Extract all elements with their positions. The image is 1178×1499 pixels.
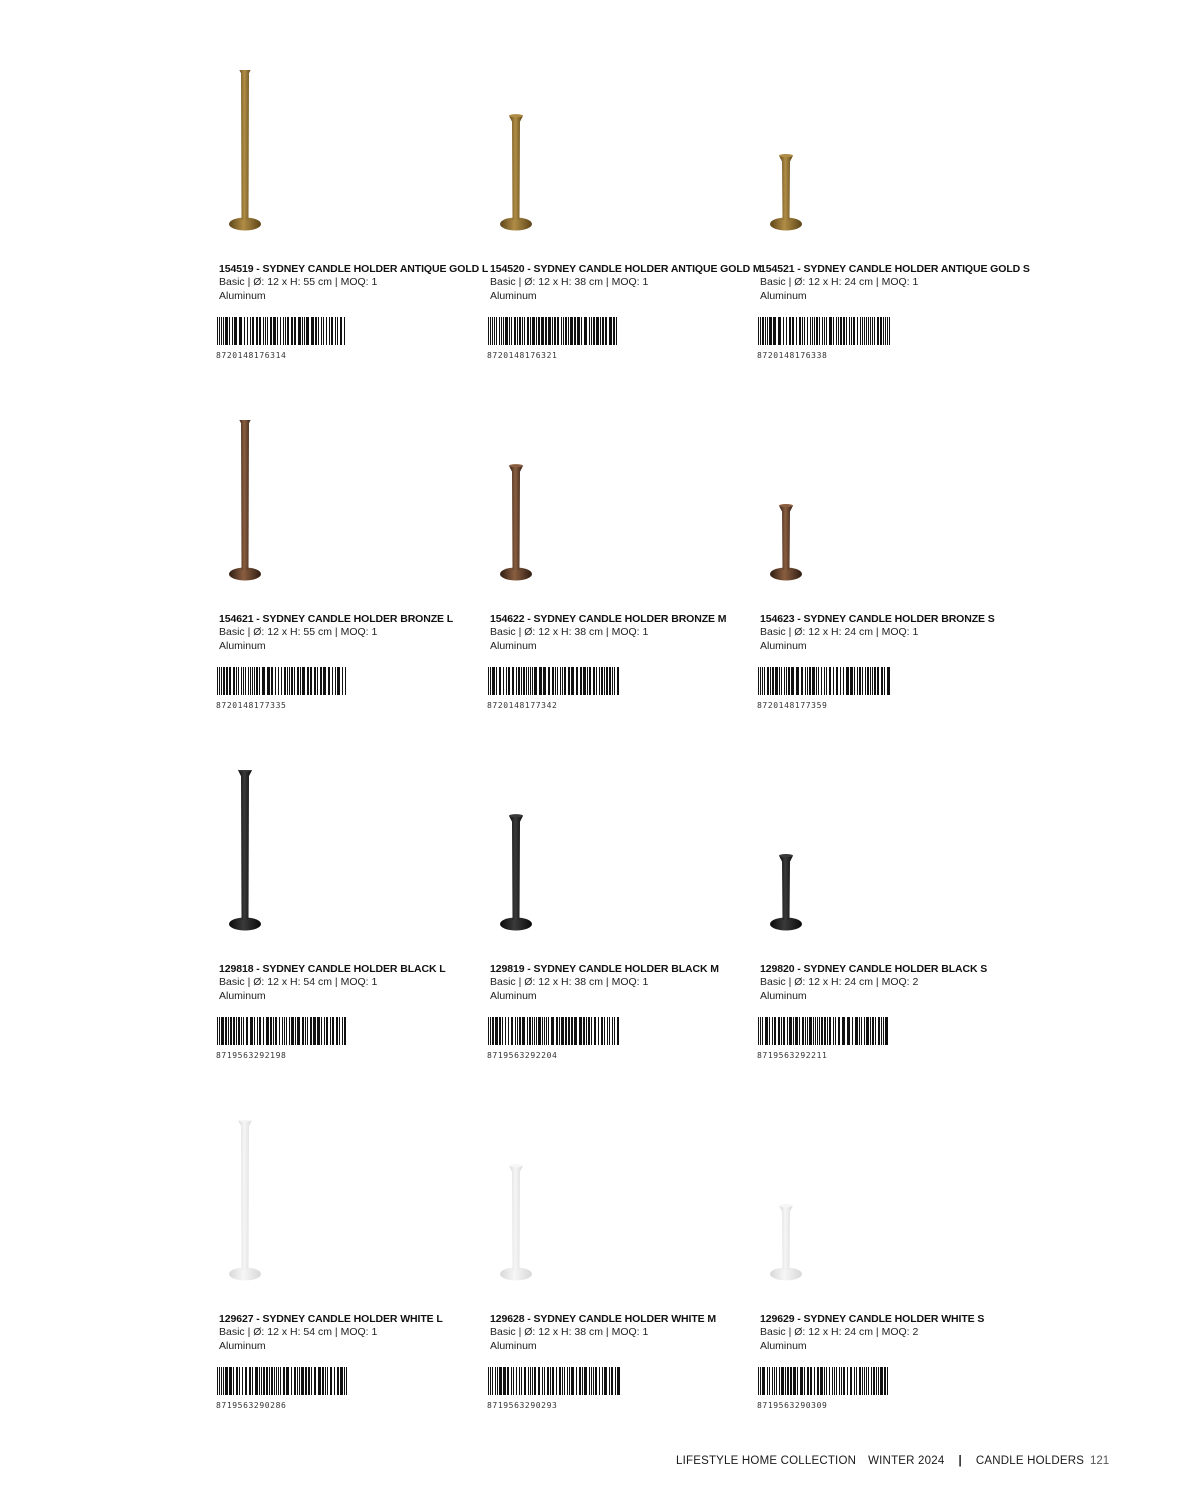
product-spec: Basic | Ø: 12 x H: 54 cm | MOQ: 1 <box>219 1326 378 1338</box>
title-dash: - <box>794 963 804 975</box>
barcode-graphic <box>217 1367 349 1395</box>
product-code: 154519 <box>219 263 254 275</box>
product-spec: Basic | Ø: 12 x H: 38 cm | MOQ: 1 <box>490 626 649 638</box>
product-name: SYDNEY CANDLE HOLDER ANTIQUE GOLD S <box>803 263 1030 275</box>
candle-holder-image <box>490 770 620 955</box>
candle-holder-image <box>490 70 620 255</box>
barcode-graphic <box>488 667 620 695</box>
product-material: Aluminum <box>760 640 807 652</box>
title-dash: - <box>524 963 534 975</box>
product-card <box>216 70 489 410</box>
product-spec: Basic | Ø: 12 x H: 54 cm | MOQ: 1 <box>219 976 378 988</box>
product-photo <box>490 420 620 605</box>
product-barcode <box>488 1367 620 1395</box>
product-card <box>216 770 489 1110</box>
product-code: 154621 <box>219 613 254 625</box>
product-barcode <box>758 1367 890 1395</box>
product-photo <box>760 770 890 955</box>
product-title <box>490 613 726 625</box>
product-barcode <box>488 667 620 695</box>
product-title <box>490 1313 716 1325</box>
product-code: 154521 <box>760 263 795 275</box>
product-card <box>757 70 1030 410</box>
barcode-graphic <box>488 317 620 345</box>
barcode-graphic <box>217 1017 349 1045</box>
candle-holder-image <box>219 70 349 255</box>
product-title <box>490 263 762 275</box>
candle-holder-image <box>219 420 349 605</box>
product-photo <box>219 1120 349 1305</box>
product-barcode <box>758 667 890 695</box>
barcode-graphic <box>217 667 349 695</box>
product-card <box>487 770 760 1110</box>
product-code: 129629 <box>760 1313 795 1325</box>
product-spec: Basic | Ø: 12 x H: 24 cm | MOQ: 2 <box>760 976 919 988</box>
title-dash: - <box>253 1313 263 1325</box>
product-barcode <box>488 317 620 345</box>
product-photo <box>760 1120 890 1305</box>
product-card <box>487 420 760 760</box>
product-code: 154623 <box>760 613 795 625</box>
footer-season: WINTER 2024 <box>868 1455 945 1467</box>
product-spec: Basic | Ø: 12 x H: 38 cm | MOQ: 1 <box>490 976 649 988</box>
candle-holder-image <box>219 770 349 955</box>
barcode-graphic <box>758 667 890 695</box>
product-spec: Basic | Ø: 12 x H: 24 cm | MOQ: 1 <box>760 626 919 638</box>
barcode-graphic <box>758 1367 890 1395</box>
footer-separator: | <box>958 1455 962 1467</box>
product-barcode <box>217 1017 349 1045</box>
product-title <box>219 963 446 975</box>
product-spec: Basic | Ø: 12 x H: 55 cm | MOQ: 1 <box>219 626 378 638</box>
product-name: SYDNEY CANDLE HOLDER BRONZE L <box>262 613 454 625</box>
candle-holder-image <box>760 1120 890 1305</box>
product-title <box>760 963 987 975</box>
product-ean: 8720148176321 <box>487 351 558 360</box>
product-title <box>760 613 995 625</box>
product-title <box>760 1313 984 1325</box>
product-material: Aluminum <box>219 1340 266 1352</box>
product-ean: 8719563292204 <box>487 1051 558 1060</box>
candle-holder-image <box>490 420 620 605</box>
product-code: 129819 <box>490 963 525 975</box>
product-spec: Basic | Ø: 12 x H: 38 cm | MOQ: 1 <box>490 276 649 288</box>
product-material: Aluminum <box>490 990 537 1002</box>
product-photo <box>490 70 620 255</box>
product-material: Aluminum <box>219 990 266 1002</box>
product-card <box>757 420 1030 760</box>
product-ean: 8719563290293 <box>487 1401 558 1410</box>
title-dash: - <box>524 1313 534 1325</box>
product-barcode <box>217 667 349 695</box>
product-photo <box>490 1120 620 1305</box>
barcode-graphic <box>758 317 890 345</box>
title-dash: - <box>794 263 804 275</box>
title-dash: - <box>794 613 804 625</box>
product-code: 154520 <box>490 263 525 275</box>
product-material: Aluminum <box>760 1340 807 1352</box>
product-material: Aluminum <box>490 1340 537 1352</box>
product-photo <box>219 70 349 255</box>
candle-holder-image <box>219 1120 349 1305</box>
product-ean: 8719563292198 <box>216 1051 287 1060</box>
product-barcode <box>217 1367 349 1395</box>
product-ean: 8720148177335 <box>216 701 287 710</box>
product-name: SYDNEY CANDLE HOLDER BRONZE S <box>803 613 995 625</box>
product-material: Aluminum <box>490 640 537 652</box>
product-ean: 8720148177359 <box>757 701 828 710</box>
product-material: Aluminum <box>760 290 807 302</box>
product-name: SYDNEY CANDLE HOLDER WHITE S <box>803 1313 985 1325</box>
product-barcode <box>488 1017 620 1045</box>
barcode-graphic <box>758 1017 890 1045</box>
product-code: 129818 <box>219 963 254 975</box>
product-photo <box>760 420 890 605</box>
barcode-graphic <box>488 1017 620 1045</box>
product-ean: 8720148176338 <box>757 351 828 360</box>
product-name: SYDNEY CANDLE HOLDER BLACK M <box>533 963 719 975</box>
product-card <box>487 1120 760 1460</box>
product-spec: Basic | Ø: 12 x H: 24 cm | MOQ: 2 <box>760 1326 919 1338</box>
product-title <box>760 263 1030 275</box>
title-dash: - <box>794 1313 804 1325</box>
product-ean: 8719563292211 <box>757 1051 828 1060</box>
product-ean: 8719563290286 <box>216 1401 287 1410</box>
product-card <box>757 770 1030 1110</box>
product-material: Aluminum <box>490 290 537 302</box>
product-name: SYDNEY CANDLE HOLDER BLACK L <box>262 963 446 975</box>
product-card <box>216 1120 489 1460</box>
product-title <box>219 263 488 275</box>
product-spec: Basic | Ø: 12 x H: 38 cm | MOQ: 1 <box>490 1326 649 1338</box>
product-card <box>487 70 762 410</box>
product-title <box>219 1313 443 1325</box>
title-dash: - <box>524 263 534 275</box>
product-material: Aluminum <box>760 990 807 1002</box>
page-number: 121 <box>1090 1455 1110 1467</box>
barcode-graphic <box>217 317 349 345</box>
product-title <box>219 613 453 625</box>
footer-category: CANDLE HOLDERS <box>975 1455 1085 1467</box>
candle-holder-image <box>760 420 890 605</box>
footer-collection: LIFESTYLE HOME COLLECTION <box>676 1455 857 1467</box>
title-dash: - <box>253 613 263 625</box>
product-card <box>757 1120 1030 1460</box>
product-name: SYDNEY CANDLE HOLDER BRONZE M <box>533 613 727 625</box>
page-footer <box>676 1455 1084 1467</box>
product-material: Aluminum <box>219 290 266 302</box>
product-name: SYDNEY CANDLE HOLDER BLACK S <box>803 963 988 975</box>
product-spec: Basic | Ø: 12 x H: 24 cm | MOQ: 1 <box>760 276 919 288</box>
product-name: SYDNEY CANDLE HOLDER ANTIQUE GOLD L <box>262 263 489 275</box>
product-barcode <box>758 317 890 345</box>
candle-holder-image <box>760 770 890 955</box>
title-dash: - <box>253 963 263 975</box>
product-code: 129820 <box>760 963 795 975</box>
product-photo <box>219 420 349 605</box>
candle-holder-image <box>490 1120 620 1305</box>
product-barcode <box>217 317 349 345</box>
product-title <box>490 963 719 975</box>
product-photo <box>760 70 890 255</box>
product-name: SYDNEY CANDLE HOLDER ANTIQUE GOLD M <box>533 263 762 275</box>
product-material: Aluminum <box>219 640 266 652</box>
product-code: 129628 <box>490 1313 525 1325</box>
barcode-graphic <box>488 1367 620 1395</box>
product-name: SYDNEY CANDLE HOLDER WHITE L <box>262 1313 443 1325</box>
product-ean: 8720148176314 <box>216 351 287 360</box>
product-code: 129627 <box>219 1313 254 1325</box>
product-ean: 8720148177342 <box>487 701 558 710</box>
product-code: 154622 <box>490 613 525 625</box>
title-dash: - <box>524 613 534 625</box>
product-photo <box>490 770 620 955</box>
product-spec: Basic | Ø: 12 x H: 55 cm | MOQ: 1 <box>219 276 378 288</box>
product-barcode <box>758 1017 890 1045</box>
product-photo <box>219 770 349 955</box>
product-ean: 8719563290309 <box>757 1401 828 1410</box>
product-card <box>216 420 489 760</box>
product-name: SYDNEY CANDLE HOLDER WHITE M <box>533 1313 716 1325</box>
title-dash: - <box>253 263 263 275</box>
candle-holder-image <box>760 70 890 255</box>
